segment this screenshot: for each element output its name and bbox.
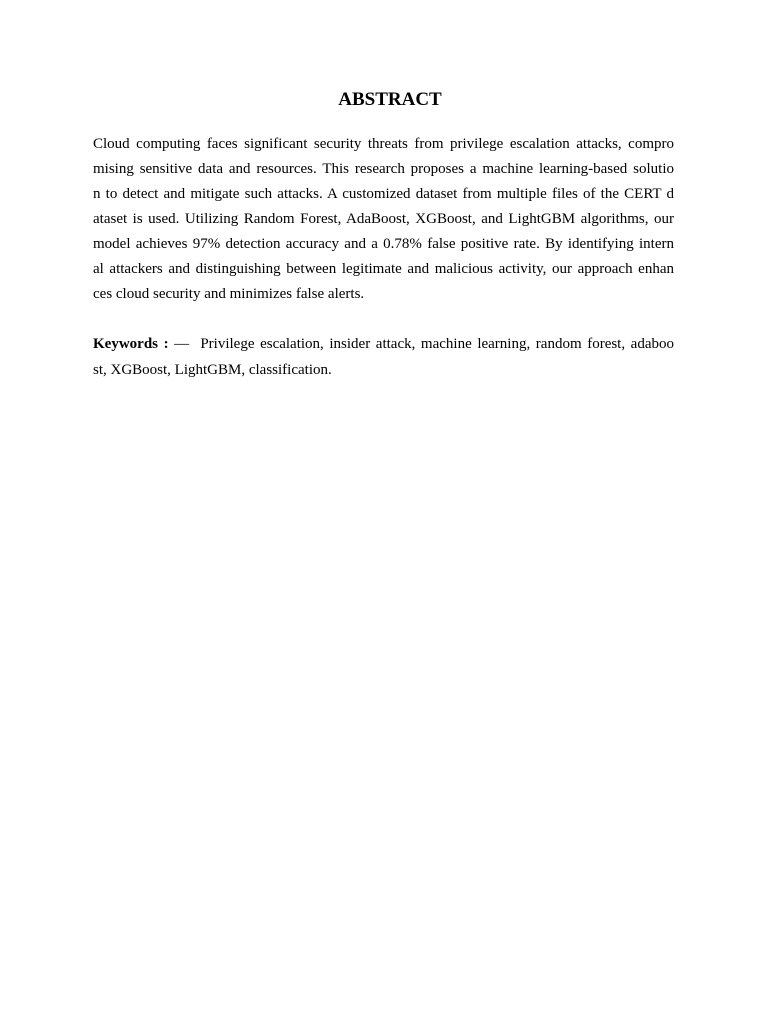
keywords-line — [93, 334, 674, 354]
abstract-line: model achieves 97% detection accuracy and a 0.78% false positive rate. By identifying intern — [93, 236, 674, 252]
abstract-heading: ABSTRACT — [338, 89, 442, 110]
abstract-line: ces cloud security and minimizes false alerts. — [93, 286, 365, 302]
keywords-label: Keywords : — [93, 336, 169, 352]
keywords-separator: — — [174, 336, 190, 352]
abstract-line: mising sensitive data and resources. This research proposes a machine learning-based solutio — [93, 161, 674, 177]
abstract-line: Cloud computing faces significant security threats from privilege escalation attacks, compro — [93, 136, 674, 152]
keywords-line-continued: st, XGBoost, LightGBM, classification. — [93, 362, 332, 378]
abstract-line: ataset is used. Utilizing Random Forest, AdaBoost, XGBoost, and LightGBM algorithms, our — [93, 211, 674, 227]
abstract-line: n to detect and mitigate such attacks. A customized dataset from multiple files of the CERT d — [93, 186, 674, 202]
keywords-text: Privilege escalation, insider attack, machine learning, random forest, adaboo — [200, 336, 675, 352]
abstract-line: al attackers and distinguishing between legitimate and malicious activity, our approach enhan — [93, 261, 674, 277]
